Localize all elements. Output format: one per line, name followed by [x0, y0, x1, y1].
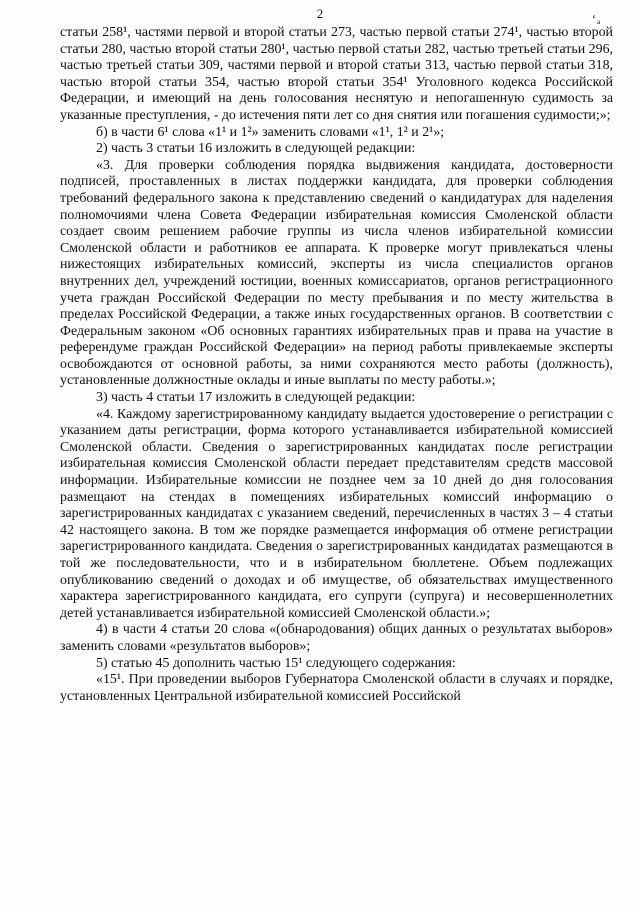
paragraph: 4) в части 4 статьи 20 слова «(обнародования) общих данных о результатах выборов» заменить словами «результатов выборов»;: [60, 622, 613, 654]
paragraph: «15¹. При проведении выборов Губернатора Смоленской области в случаях и порядке, установленных Центральной избирательной комиссией Российской: [60, 672, 613, 704]
page-number: 2: [316, 6, 324, 21]
paragraph: статьи 258¹, частями первой и второй статьи 273, частью первой статьи 274¹, частью второй статьи 280, частью второй статьи 280¹, частью первой статьи 282, частью третьей статьи 296, частью третьей статьи 309, частями первой и второй статьи 313, частью первой статьи 318, частью второй статьи 354, частью второй статьи 354¹ Уголовного кодекса Российской Федерации, и имеющий на день голосования неснятую и непогашенную судимость за указанные преступления, - до истечения пяти лет со дня снятия или погашения судимости;»;: [60, 25, 613, 123]
paragraph: б) в части 6¹ слова «1¹ и 1²» заменить словами «1¹, 1² и 2¹»;: [96, 124, 445, 140]
paragraph: 2) часть 3 статьи 16 изложить в следующей редакции:: [96, 141, 416, 157]
corner-mark: ‘ₐ: [592, 12, 602, 26]
document-body: [60, 25, 613, 705]
paragraph: 3) часть 4 статьи 17 изложить в следующей редакции:: [96, 390, 416, 406]
paragraph: «4. Каждому зарегистрированному кандидату выдается удостоверение о регистрации с указанием даты регистрации, форма которого устанавливается избирательной комиссией Смоленской области. Сведения о зарегистрированных кандидатах после регистрации избирательная комиссия Смоленской области передает представителям средств массовой информации. Избирательные комиссии не позднее чем за 10 дней до дня голосования размещают на стендах в помещениях избирательных комиссий информацию о зарегистрированных кандидатах с указанием сведений, перечисленных в частях 3 – 4 статьи 42 настоящего закона. В том же порядке размещается информация об отмене регистрации зарегистрированного кандидата. Сведения о зарегистрированных кандидатах размещаются в той же последовательности, что и в избирательном бюллетене. Объем подлежащих опубликованию сведений о доходах и об имуществе, об обязательствах имущественного характера зарегистрированного кандидата, его супруги (супруга) и несовершеннолетних детей устанавливается избирательной комиссией Смоленской области.»;: [60, 406, 613, 621]
paragraph: 5) статью 45 дополнить частью 15¹ следующего содержания:: [96, 655, 456, 671]
paragraph: «3. Для проверки соблюдения порядка выдвижения кандидата, достоверности подписей, проставленных в листах поддержки кандидата, для проверки соблюдения требований федерального закона к представлению сведений о кандидатурах для наделения полномочиями члена Совета Федерации избирательная комиссия Смоленской области создает своим решением рабочие группы из числа членов избирательной комиссии Смоленской области и работников ее аппарата. К проверке могут привлекаться члены нижестоящих избирательных комиссий, эксперты из числа специалистов органов внутренних дел, учреждений юстиции, военных комиссариатов, органов регистрационного учета граждан Российской Федерации по месту пребывания и по месту жительства в пределах Российской Федерации, а также иных государственных органов. В соответствии с Федеральным законом «Об основных гарантиях избирательных прав и права на участие в референдуме граждан Российской Федерации» на период работы привлекаемые эксперты освобождаются от основной работы, за ними сохраняются место работы (должность), установленные должностные оклады и иные выплаты по месту работы.»;: [60, 157, 613, 389]
